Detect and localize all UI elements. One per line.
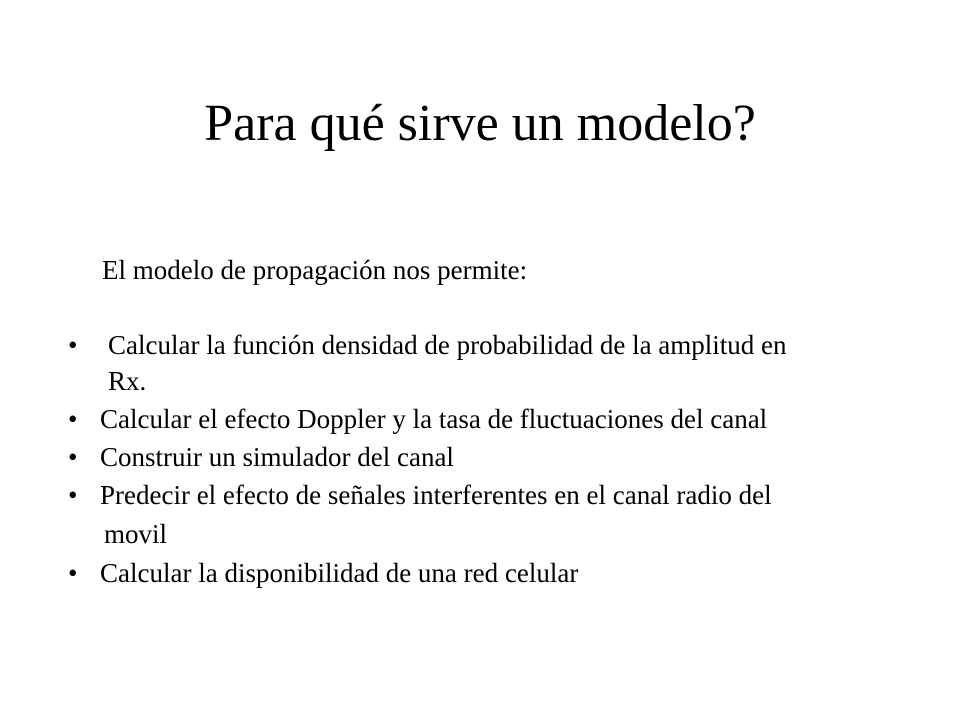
bullet-item-1-line-1: Calcular la función densidad de probabilidad de la amplitud en	[108, 330, 787, 360]
slide-title: Para qué sirve un modelo?	[204, 95, 756, 152]
bullet-item-4-line-1: Predecir el efecto de señales interferentes en el canal radio del	[100, 480, 772, 510]
intro-text: El modelo de propagación nos permite:	[102, 255, 528, 285]
bullet-item-5: Calcular la disponibilidad de una red celular	[100, 558, 579, 588]
bullet-item-3: Construir un simulador del canal	[100, 442, 454, 472]
bullet-marker: •	[68, 480, 78, 510]
bullet-marker: •	[68, 330, 78, 360]
bullet-marker: •	[68, 404, 78, 434]
bullet-marker: •	[68, 442, 78, 472]
bullet-item-2: Calcular el efecto Doppler y la tasa de fluctuaciones del canal	[100, 404, 768, 434]
bullet-item-1-line-2: Rx.	[108, 366, 147, 396]
bullet-item-4-line-2: movil	[104, 519, 168, 549]
bullet-marker: •	[68, 558, 78, 588]
